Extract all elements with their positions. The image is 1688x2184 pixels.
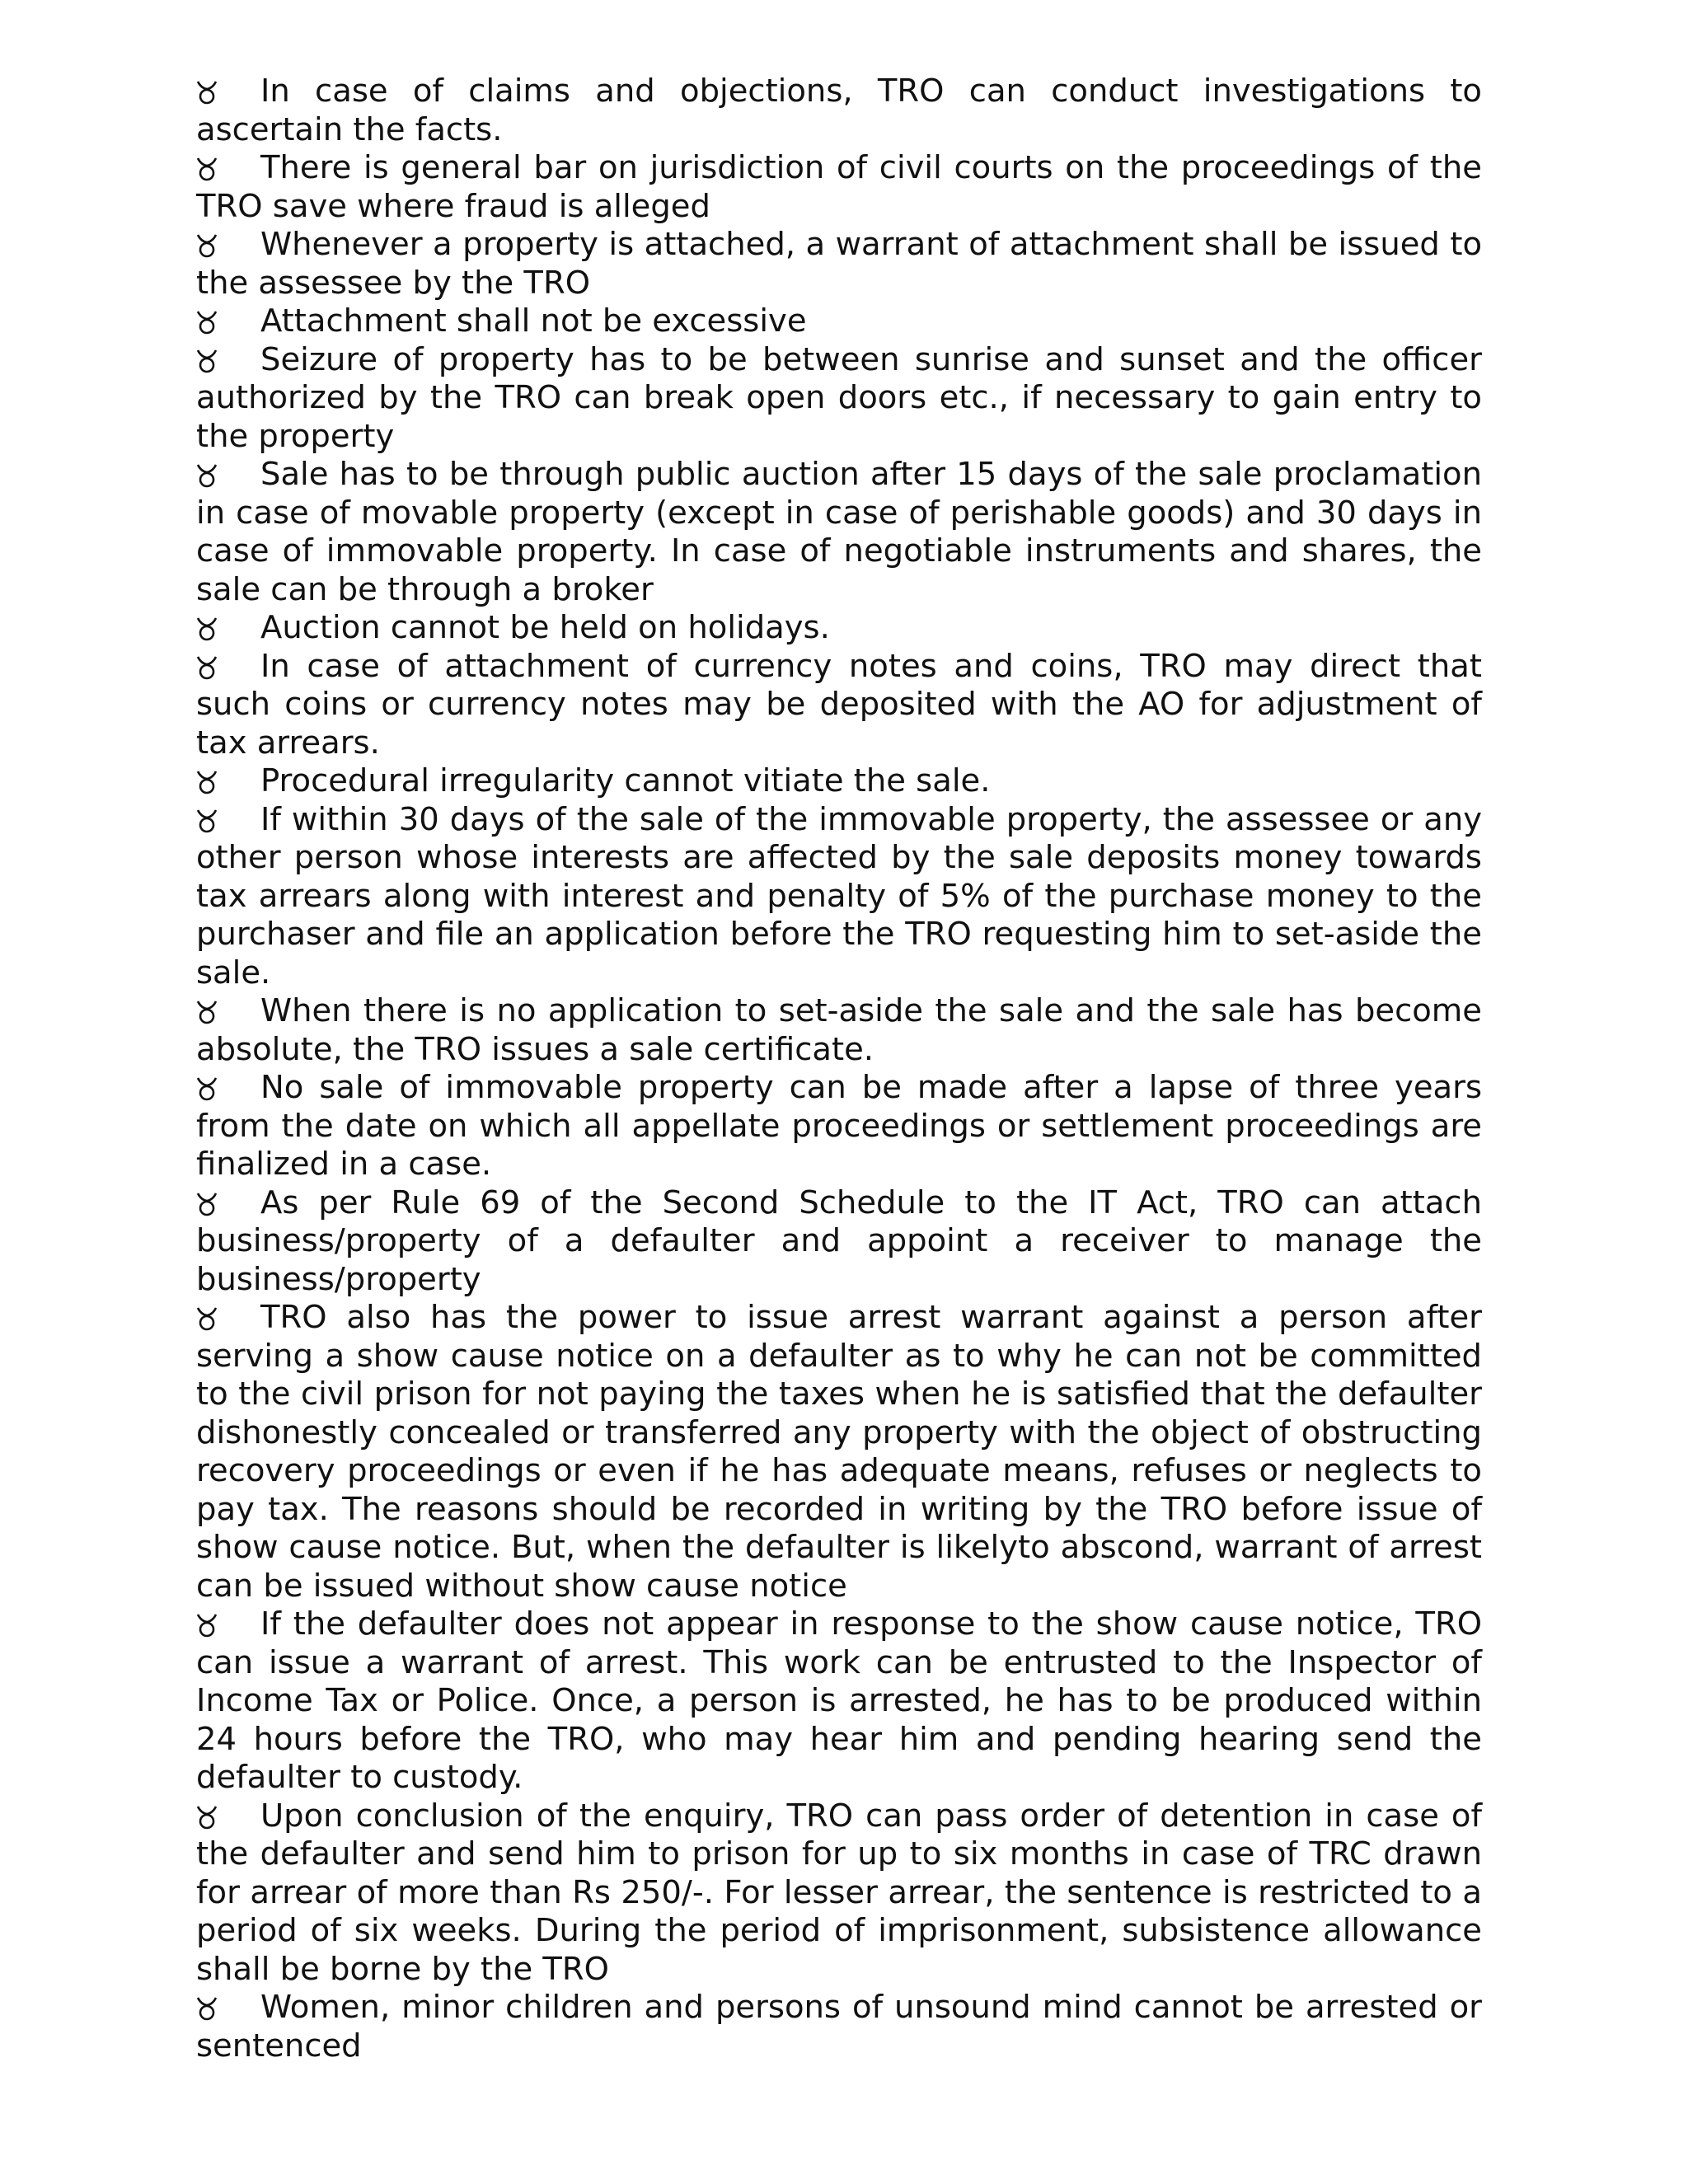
list-item <box>196 456 1482 609</box>
list-item <box>196 1989 1482 2065</box>
list-item-text: There is general bar on jurisdiction of civil courts on the proceedings of the TRO save where fraud is alleged <box>196 149 1482 225</box>
taurus-glyph-icon <box>196 1069 260 1108</box>
list-item <box>196 1797 1482 1990</box>
list-item-text: Sale has to be through public auction after 15 days of the sale proclamation in case of movable property (except in case of perishable goods) and 30 days in case of immovable property. In case of negotiable instruments and shares, the sale can be through a broker <box>196 456 1482 608</box>
list-item <box>196 609 1482 648</box>
list-item-text: Attachment shall not be excessive <box>260 302 807 340</box>
taurus-glyph-icon <box>196 992 260 1031</box>
list-item-text: Seizure of property has to be between sunrise and sunset and the officer authorized by the TRO can break open doors etc., if necessary to gain entry to the property <box>196 340 1482 455</box>
list-item <box>196 992 1482 1069</box>
list-item <box>196 1069 1482 1184</box>
taurus-glyph-icon <box>196 302 260 341</box>
taurus-glyph-icon <box>196 1605 260 1644</box>
list-item-text: In case of attachment of currency notes and coins, TRO may direct that such coins or currency notes may be deposited with the AO for adjustment of tax arrears. <box>196 647 1482 762</box>
list-item-text: If within 30 days of the sale of the immovable property, the assessee or any other person whose interests are affected by the sale deposits money towards tax arrears along with interest and penalty of 5% of the purchase money to the purchaser and file an application before the TRO requesting him to set-aside the sale. <box>196 800 1482 991</box>
list-item-text: When there is no application to set-aside the sale and the sale has become absolute, the TRO issues a sale certificate. <box>196 992 1482 1068</box>
list-item <box>196 226 1482 302</box>
taurus-glyph-icon <box>196 456 260 494</box>
taurus-glyph-icon <box>196 609 260 648</box>
list-item <box>196 1299 1482 1605</box>
taurus-glyph-icon <box>196 1797 260 1836</box>
list-item-text: Procedural irregularity cannot vitiate the sale. <box>260 762 991 799</box>
list-item <box>196 648 1482 763</box>
list-item <box>196 149 1482 226</box>
list-item-text: TRO also has the power to issue arrest warrant against a person after serving a show cause notice on a defaulter as to why he can not be committed to the civil prison for not paying the taxes when he is satisfied that the defaulter dishonestly concealed or transferred any property with the object of obstructing recovery proceedings or even if he has adequate means, refuses or neglects to pay tax. The reasons should be recorded in writing by the TRO before issue of show cause notice. But, when the defaulter is likelyto abscond, warrant of arrest can be issued without show cause notice <box>196 1299 1482 1605</box>
taurus-glyph-icon <box>196 648 260 687</box>
list-item <box>196 762 1482 801</box>
taurus-glyph-icon <box>196 801 260 840</box>
taurus-glyph-icon <box>196 73 260 111</box>
list-item <box>196 801 1482 993</box>
list-item-text: Women, minor children and persons of unsound mind cannot be arrested or sentenced <box>196 1989 1482 2064</box>
taurus-glyph-icon <box>196 341 260 380</box>
list-item-text: Whenever a property is attached, a warrant of attachment shall be issued to the assessee by the TRO <box>196 226 1482 302</box>
taurus-glyph-icon <box>196 762 260 801</box>
list-item <box>196 73 1482 149</box>
list-item-text: No sale of immovable property can be made after a lapse of three years from the date on which all appellate proceedings or settlement proceedings are finalized in a case. <box>196 1069 1482 1183</box>
list-item-text: As per Rule 69 of the Second Schedule to the IT Act, TRO can attach business/property of a defaulter and appoint a receiver to manage the business/property <box>196 1183 1482 1298</box>
taurus-glyph-icon <box>196 149 260 188</box>
list-item-text: Auction cannot be held on holidays. <box>260 609 830 646</box>
taurus-glyph-icon <box>196 226 260 265</box>
list-item <box>196 1184 1482 1300</box>
list-item <box>196 1605 1482 1797</box>
list-item-text: Upon conclusion of the enquiry, TRO can pass order of detention in case of the defaulter and send him to prison for up to six months in case of TRC drawn for arrear of more than Rs 250/-. For lesser arrear, the sentence is restricted to a period of six weeks. During the period of imprisonment, subsistence allowance shall be borne by the TRO <box>196 1797 1482 1988</box>
list-item <box>196 341 1482 457</box>
taurus-glyph-icon <box>196 1184 260 1223</box>
taurus-glyph-icon <box>196 1989 260 2027</box>
list-item <box>196 302 1482 341</box>
list-item-text: In case of claims and objections, TRO can conduct investigations to ascertain the facts. <box>196 73 1482 148</box>
taurus-glyph-icon <box>196 1299 260 1338</box>
list-item-text: If the defaulter does not appear in response to the show cause notice, TRO can issue a warrant of arrest. This work can be entrusted to the Inspector of Income Tax or Police. Once, a person is arrested, he has to be produced within 24 hours before the TRO, who may hear him and pending hearing send the defaulter to custody. <box>196 1605 1482 1796</box>
document-page <box>196 73 1482 2065</box>
